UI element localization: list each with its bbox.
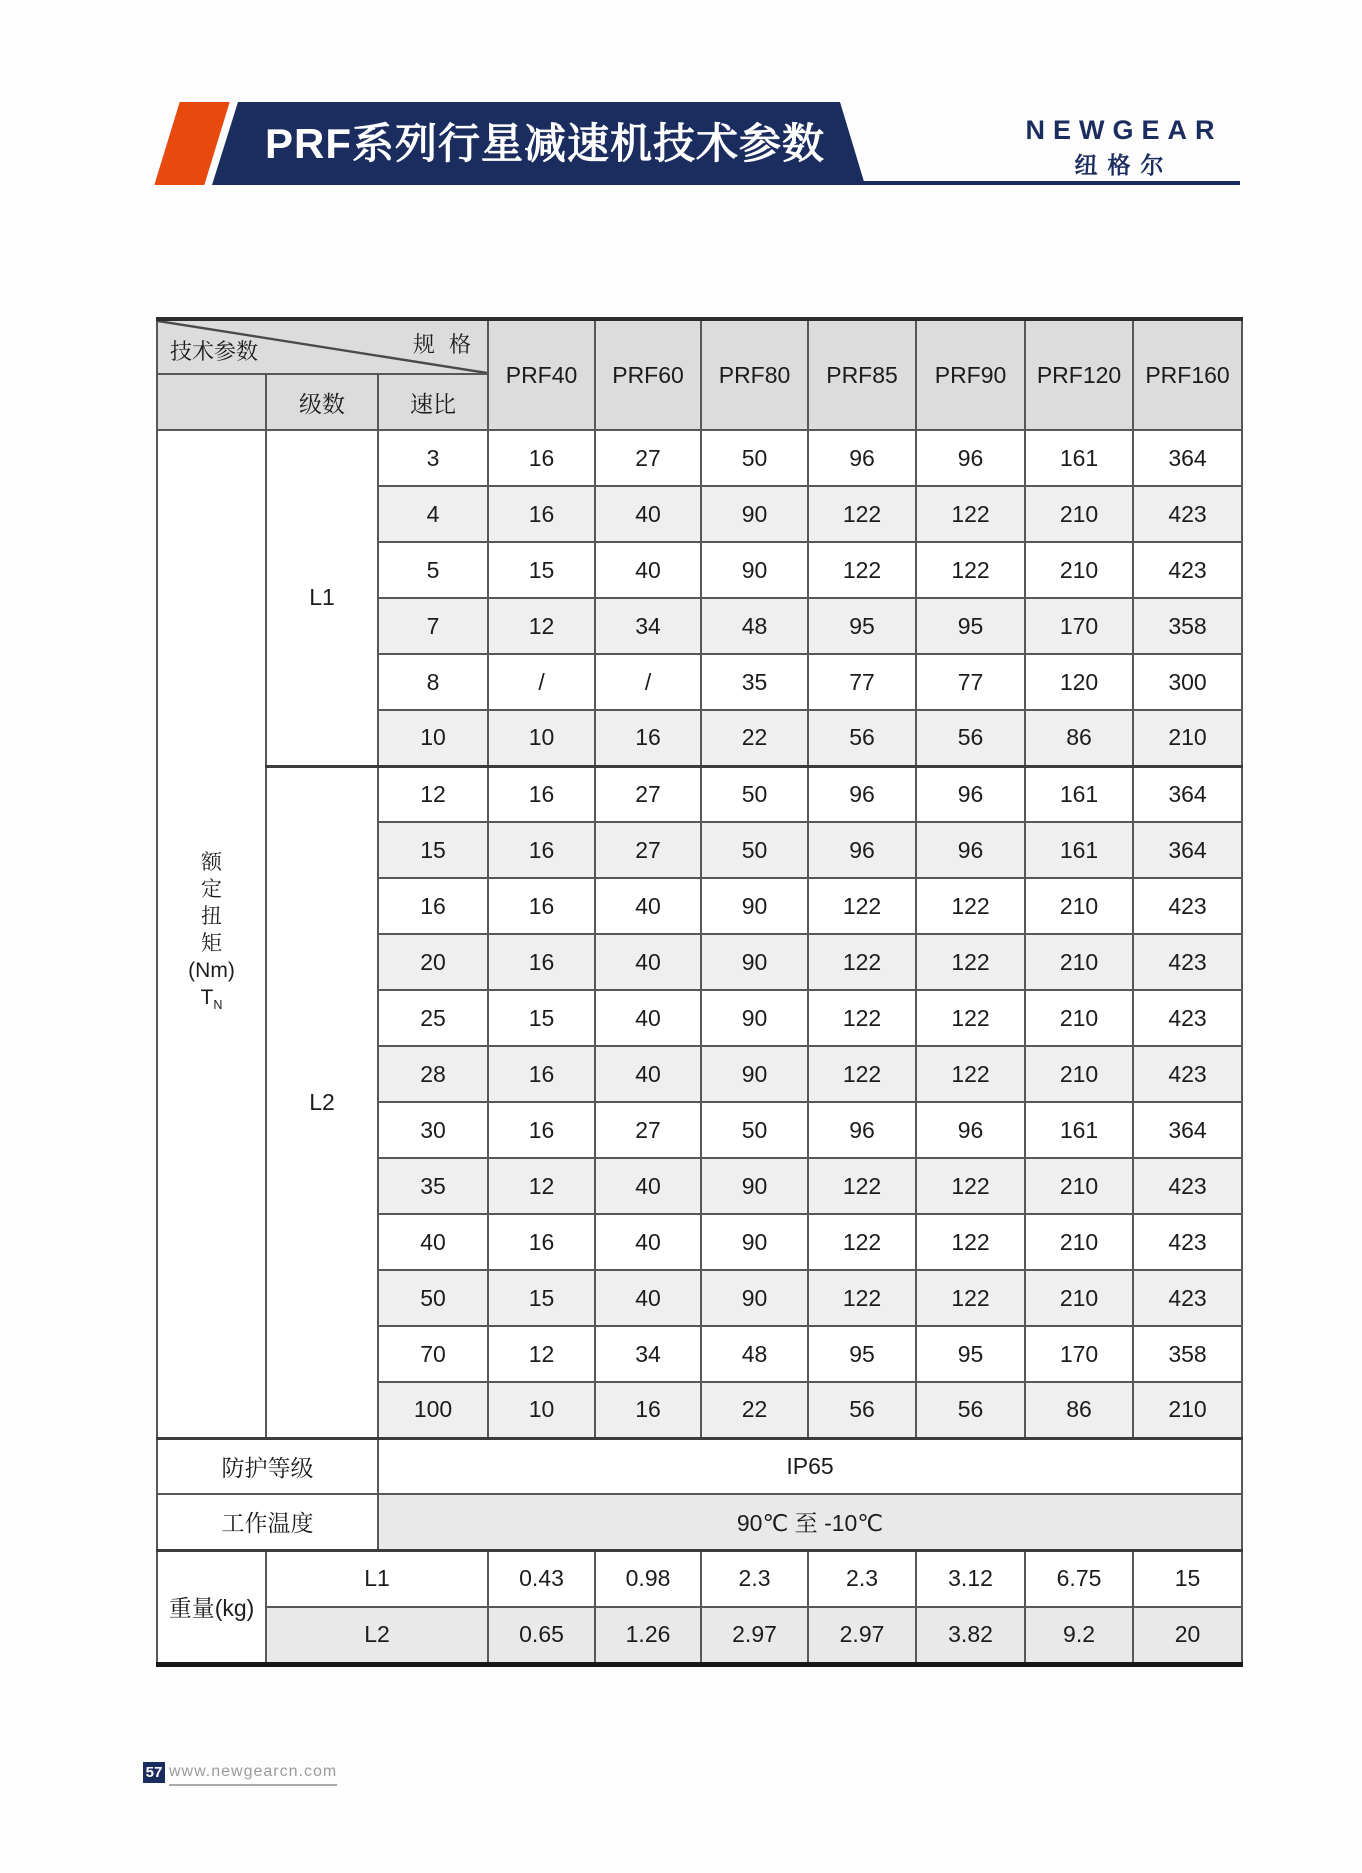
corner-label-params: 技术参数 — [170, 339, 259, 364]
torque-value-prf90: 56 — [916, 710, 1025, 766]
torque-value-prf60: 40 — [595, 990, 701, 1046]
torque-value-prf90: 122 — [916, 1158, 1025, 1214]
torque-value-prf60: 40 — [595, 1270, 701, 1326]
torque-value-prf85: 122 — [808, 1158, 916, 1214]
torque-value-prf90: 96 — [916, 822, 1025, 878]
info-label: 工作温度 — [157, 1494, 378, 1550]
torque-value-prf90: 95 — [916, 1326, 1025, 1382]
header-row-1 — [157, 319, 1242, 374]
torque-value-prf120: 170 — [1025, 1326, 1133, 1382]
torque-value-prf90: 122 — [916, 542, 1025, 598]
info-row — [157, 1438, 1242, 1494]
weight-value-prf120: 6.75 — [1025, 1550, 1133, 1607]
ratio-cell: 16 — [378, 878, 488, 934]
corner-cell — [157, 319, 488, 374]
torque-value-prf90: 96 — [916, 766, 1025, 822]
ratio-cell: 7 — [378, 598, 488, 654]
torque-value-prf80: 90 — [701, 1046, 808, 1102]
torque-value-prf160: 364 — [1133, 430, 1242, 486]
torque-value-prf60: 34 — [595, 1326, 701, 1382]
ratio-cell: 8 — [378, 654, 488, 710]
weight-row-l2 — [157, 1607, 1242, 1664]
torque-value-prf160: 358 — [1133, 1326, 1242, 1382]
torque-value-prf160: 300 — [1133, 654, 1242, 710]
torque-value-prf80: 90 — [701, 1270, 808, 1326]
torque-unit: (Nm) — [188, 958, 235, 982]
torque-value-prf85: 95 — [808, 1326, 916, 1382]
torque-value-prf60: 40 — [595, 878, 701, 934]
torque-value-prf40: 12 — [488, 598, 595, 654]
torque-value-prf85: 122 — [808, 934, 916, 990]
torque-value-prf160: 423 — [1133, 934, 1242, 990]
torque-value-prf60: 27 — [595, 430, 701, 486]
torque-value-prf90: 122 — [916, 934, 1025, 990]
torque-value-prf90: 95 — [916, 598, 1025, 654]
weight-value-prf60: 1.26 — [595, 1607, 701, 1664]
torque-label-char: 矩 — [201, 931, 222, 955]
model-header-prf60: PRF60 — [595, 319, 701, 430]
torque-value-prf85: 95 — [808, 598, 916, 654]
brand-logo — [1012, 115, 1236, 180]
torque-value-prf85: 56 — [808, 710, 916, 766]
torque-value-prf90: 96 — [916, 430, 1025, 486]
torque-value-prf80: 90 — [701, 1158, 808, 1214]
info-value: 90℃ 至 -10℃ — [378, 1494, 1242, 1550]
torque-value-prf60: 40 — [595, 486, 701, 542]
brand-logo-en: NEWGEAR — [1025, 115, 1223, 145]
stage-cell-l2: L2 — [266, 766, 378, 1438]
torque-row-3 — [157, 430, 1242, 486]
page-number-badge: 57 — [143, 1762, 165, 1783]
torque-value-prf80: 90 — [701, 542, 808, 598]
torque-value-prf40: 15 — [488, 1270, 595, 1326]
torque-value-prf60: 40 — [595, 1046, 701, 1102]
ratio-cell: 12 — [378, 766, 488, 822]
spec-table — [156, 317, 1243, 1667]
torque-value-prf80: 50 — [701, 766, 808, 822]
torque-value-prf90: 122 — [916, 1046, 1025, 1102]
torque-value-prf160: 423 — [1133, 1158, 1242, 1214]
torque-row-12 — [157, 766, 1242, 822]
torque-value-prf80: 35 — [701, 654, 808, 710]
torque-value-prf40: 16 — [488, 934, 595, 990]
torque-value-prf120: 210 — [1025, 1158, 1133, 1214]
torque-value-prf80: 90 — [701, 934, 808, 990]
torque-value-prf40: 15 — [488, 990, 595, 1046]
website-link[interactable]: www.newgearcn.com — [169, 1763, 337, 1786]
torque-value-prf60: 27 — [595, 822, 701, 878]
weight-row-l1 — [157, 1550, 1242, 1607]
torque-symbol-sub: N — [213, 997, 223, 1012]
torque-value-prf40: 16 — [488, 1046, 595, 1102]
weight-label: 重量(kg) — [157, 1550, 266, 1664]
ratio-cell: 20 — [378, 934, 488, 990]
torque-value-prf90: 122 — [916, 878, 1025, 934]
torque-value-prf85: 77 — [808, 654, 916, 710]
ratio-cell: 30 — [378, 1102, 488, 1158]
torque-value-prf120: 210 — [1025, 542, 1133, 598]
torque-value-prf40: 16 — [488, 1102, 595, 1158]
torque-value-prf120: 170 — [1025, 598, 1133, 654]
stage-cell-l1: L1 — [266, 430, 378, 766]
ratio-cell: 10 — [378, 710, 488, 766]
torque-value-prf120: 210 — [1025, 990, 1133, 1046]
torque-value-prf40: 16 — [488, 486, 595, 542]
header-ratio: 速比 — [378, 374, 488, 430]
ratio-cell: 50 — [378, 1270, 488, 1326]
torque-value-prf85: 56 — [808, 1382, 916, 1438]
torque-value-prf120: 210 — [1025, 934, 1133, 990]
torque-label-char: 定 — [201, 877, 222, 901]
torque-label-char: 扭 — [201, 904, 222, 928]
page-title: PRF系列行星减速机技术参数 — [265, 120, 826, 167]
brand-logo-cn: 纽格尔 — [1074, 152, 1174, 178]
header-stage: 级数 — [266, 374, 378, 430]
torque-value-prf90: 122 — [916, 1270, 1025, 1326]
weight-value-prf80: 2.97 — [701, 1607, 808, 1664]
weight-value-prf85: 2.97 — [808, 1607, 916, 1664]
ratio-cell: 35 — [378, 1158, 488, 1214]
weight-value-prf40: 0.43 — [488, 1550, 595, 1607]
ratio-cell: 70 — [378, 1326, 488, 1382]
torque-value-prf40: 16 — [488, 1214, 595, 1270]
info-label: 防护等级 — [157, 1438, 378, 1494]
torque-value-prf85: 96 — [808, 766, 916, 822]
torque-value-prf40: 16 — [488, 766, 595, 822]
torque-value-prf160: 423 — [1133, 878, 1242, 934]
weight-value-prf160: 20 — [1133, 1607, 1242, 1664]
torque-value-prf160: 423 — [1133, 1214, 1242, 1270]
torque-value-prf120: 161 — [1025, 766, 1133, 822]
torque-value-prf90: 96 — [916, 1102, 1025, 1158]
ratio-cell: 5 — [378, 542, 488, 598]
torque-value-prf60: 27 — [595, 1102, 701, 1158]
torque-value-prf85: 122 — [808, 1270, 916, 1326]
torque-value-prf40: 12 — [488, 1326, 595, 1382]
torque-value-prf120: 210 — [1025, 1270, 1133, 1326]
torque-value-prf160: 423 — [1133, 1270, 1242, 1326]
model-header-prf90: PRF90 — [916, 319, 1025, 430]
torque-value-prf160: 423 — [1133, 542, 1242, 598]
weight-stage-l2: L2 — [266, 1607, 488, 1664]
torque-value-prf40: 10 — [488, 1382, 595, 1438]
torque-value-prf120: 120 — [1025, 654, 1133, 710]
torque-value-prf90: 122 — [916, 990, 1025, 1046]
torque-value-prf90: 122 — [916, 486, 1025, 542]
torque-value-prf120: 210 — [1025, 486, 1133, 542]
torque-value-prf160: 364 — [1133, 1102, 1242, 1158]
model-header-prf85: PRF85 — [808, 319, 916, 430]
torque-value-prf120: 210 — [1025, 1046, 1133, 1102]
model-header-prf40: PRF40 — [488, 319, 595, 430]
torque-value-prf80: 90 — [701, 486, 808, 542]
torque-value-prf120: 210 — [1025, 878, 1133, 934]
torque-value-prf40: / — [488, 654, 595, 710]
weight-value-prf90: 3.12 — [916, 1550, 1025, 1607]
torque-value-prf80: 48 — [701, 598, 808, 654]
torque-value-prf80: 48 — [701, 1326, 808, 1382]
weight-value-prf60: 0.98 — [595, 1550, 701, 1607]
torque-value-prf60: 16 — [595, 1382, 701, 1438]
torque-value-prf90: 122 — [916, 1214, 1025, 1270]
torque-value-prf80: 90 — [701, 1214, 808, 1270]
torque-value-prf120: 86 — [1025, 1382, 1133, 1438]
model-header-prf160: PRF160 — [1133, 319, 1242, 430]
torque-value-prf85: 122 — [808, 486, 916, 542]
torque-value-prf85: 122 — [808, 878, 916, 934]
weight-value-prf80: 2.3 — [701, 1550, 808, 1607]
header-rule-line — [858, 181, 1240, 185]
ratio-cell: 28 — [378, 1046, 488, 1102]
torque-value-prf60: 34 — [595, 598, 701, 654]
torque-value-prf160: 423 — [1133, 486, 1242, 542]
torque-value-prf60: 27 — [595, 766, 701, 822]
weight-value-prf85: 2.3 — [808, 1550, 916, 1607]
weight-value-prf40: 0.65 — [488, 1607, 595, 1664]
torque-value-prf120: 161 — [1025, 822, 1133, 878]
torque-value-prf90: 77 — [916, 654, 1025, 710]
torque-value-prf85: 96 — [808, 430, 916, 486]
torque-value-prf85: 96 — [808, 1102, 916, 1158]
torque-value-prf85: 122 — [808, 1214, 916, 1270]
ratio-cell: 3 — [378, 430, 488, 486]
weight-value-prf90: 3.82 — [916, 1607, 1025, 1664]
torque-value-prf40: 12 — [488, 1158, 595, 1214]
info-row — [157, 1494, 1242, 1550]
torque-symbol: $T_N$ — [200, 985, 223, 1012]
torque-value-prf60: 40 — [595, 1158, 701, 1214]
torque-value-prf80: 22 — [701, 710, 808, 766]
torque-value-prf85: 122 — [808, 990, 916, 1046]
torque-value-prf80: 22 — [701, 1382, 808, 1438]
header-empty-cell — [157, 374, 266, 430]
torque-value-prf40: 16 — [488, 822, 595, 878]
ratio-cell: 25 — [378, 990, 488, 1046]
torque-value-prf160: 210 — [1133, 710, 1242, 766]
torque-value-prf80: 90 — [701, 878, 808, 934]
torque-value-prf60: / — [595, 654, 701, 710]
ratio-cell: 40 — [378, 1214, 488, 1270]
torque-value-prf40: 10 — [488, 710, 595, 766]
ratio-cell: 100 — [378, 1382, 488, 1438]
torque-value-prf160: 423 — [1133, 990, 1242, 1046]
torque-value-prf60: 40 — [595, 934, 701, 990]
torque-value-prf80: 50 — [701, 822, 808, 878]
torque-value-prf85: 122 — [808, 542, 916, 598]
info-value: IP65 — [378, 1438, 1242, 1494]
torque-value-prf85: 96 — [808, 822, 916, 878]
torque-value-prf120: 210 — [1025, 1214, 1133, 1270]
torque-value-prf160: 423 — [1133, 1046, 1242, 1102]
torque-value-prf60: 40 — [595, 542, 701, 598]
model-header-prf80: PRF80 — [701, 319, 808, 430]
torque-value-prf80: 50 — [701, 1102, 808, 1158]
torque-value-prf160: 358 — [1133, 598, 1242, 654]
ratio-cell: 15 — [378, 822, 488, 878]
torque-value-prf80: 50 — [701, 430, 808, 486]
torque-value-prf80: 90 — [701, 990, 808, 1046]
torque-value-prf40: 16 — [488, 878, 595, 934]
torque-value-prf160: 364 — [1133, 822, 1242, 878]
torque-value-prf85: 122 — [808, 1046, 916, 1102]
torque-value-prf60: 40 — [595, 1214, 701, 1270]
torque-value-prf120: 86 — [1025, 710, 1133, 766]
torque-value-prf160: 364 — [1133, 766, 1242, 822]
torque-value-prf90: 56 — [916, 1382, 1025, 1438]
torque-value-prf120: 161 — [1025, 430, 1133, 486]
torque-value-prf160: 210 — [1133, 1382, 1242, 1438]
corner-label-spec: 规 格 — [412, 332, 476, 357]
torque-label-char: 额 — [201, 850, 222, 874]
torque-value-prf120: 161 — [1025, 1102, 1133, 1158]
torque-axis-label — [157, 430, 266, 1438]
torque-value-prf60: 16 — [595, 710, 701, 766]
weight-value-prf120: 9.2 — [1025, 1607, 1133, 1664]
torque-value-prf40: 16 — [488, 430, 595, 486]
weight-stage-l1: L1 — [266, 1550, 488, 1607]
model-header-prf120: PRF120 — [1025, 319, 1133, 430]
torque-value-prf40: 15 — [488, 542, 595, 598]
ratio-cell: 4 — [378, 486, 488, 542]
weight-value-prf160: 15 — [1133, 1550, 1242, 1607]
